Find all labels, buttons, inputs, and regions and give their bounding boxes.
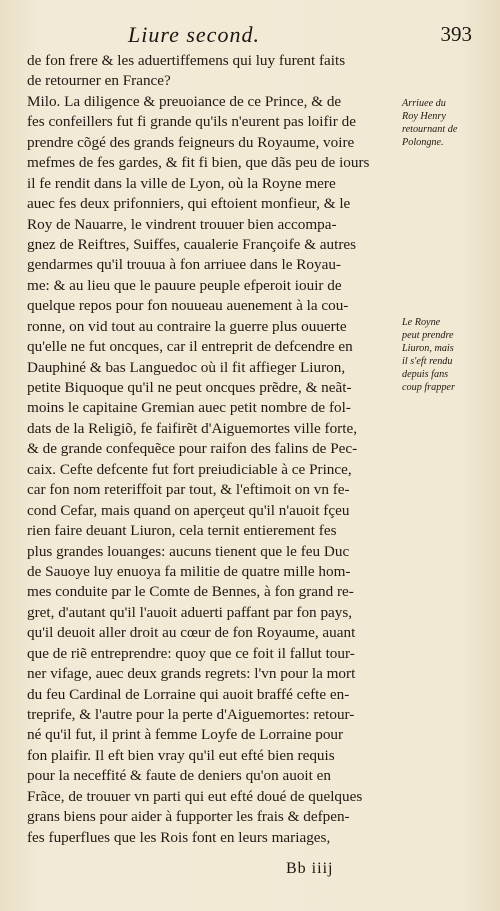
margin-note-arrival [402,97,486,149]
text-line: gendarmes qu'il trouua à fon arriuee dans le Royau- [27,256,341,274]
text-line: grans biens pour aider à fupporter les frais & defpen- [27,808,350,826]
text-line: me: & au lieu que le pauure peuple efperoit iouir de [27,276,342,294]
margin-note-line: Liuron, mais [402,343,454,354]
text-line: Milo. La diligence & preuoiance de ce Prince, & de [27,92,342,110]
text-line: quelque repos pour fon nouueau auenement à la cou- [27,297,349,315]
text-line: ronne, on vid tout au contraire la guerre plus ouuerte [27,317,347,335]
text-line: treprife, & l'autre pour la perte d'Aiguemortes: retour- [27,706,355,723]
text-line: né qu'il fut, il print à femme Loyfe de Lorraine pour [27,726,344,744]
signature-mark: Bb iiij [286,860,334,877]
text-line: fes confeillers fut fi grande qu'ils n'eurent pas loifir de [27,113,356,131]
text-line: auec fes deux prifonniers, qui eftoient monfieur, & le [27,195,351,213]
text-line: caix. Cefte defcente fut fort preiudiciable à ce Prince, [27,460,352,478]
text-line: pour la neceffité & faute de deniers qu'on auoit en [27,767,331,785]
margin-note-line: Arriuee du [402,98,446,109]
text-line: dats de la Religiõ, fe faifirẽt d'Aiguemortes ville forte, [27,419,358,437]
text-line: mefmes de fes gardes, & fit fi bien, que dãs peu de iours [27,154,370,172]
text-line: petite Biquoque qu'il ne peut oncques prẽdre, & neãt- [27,379,352,396]
text-line: que de riẽ entreprendre: quoy que ce foit il fallut tour- [27,644,355,662]
text-line: de retourner en France? [27,72,171,90]
text-line: plus grandes louanges: aucuns tienent que le feu Duc [27,542,350,560]
text-line: qu'il deuoit aller droit au cœur de fon Royaume, auant [27,624,356,642]
running-title: Liure second. [128,22,260,47]
margin-note-line: Le Royne [402,317,441,328]
text-line: rien faire deuant Liuron, cela ternit entierement fes [27,522,337,540]
text-line: mes conduite par le Comte de Bennes, à fon grand re- [27,583,354,601]
margin-note-line: Polongne. [402,137,444,148]
text-line: du feu Cardinal de Lorraine qui auoit braffé cefte en- [27,685,350,703]
text-line: Frãce, de trouuer vn parti qui eut efté doué de quelques [27,787,363,805]
text-line: prendre cõgé des grands feigneurs du Royaume, voire [27,133,355,151]
margin-note-line: Roy Henry [402,111,446,122]
text-line: ner vifage, auec deux grands regrets: l'vn pour la mort [27,665,356,683]
text-line: fes fuperflues que les Rois font en leurs mariages, [27,828,331,846]
text-line: car fon nom reteriffoit par tout, & l'eftimoit on vn fe- [27,481,350,499]
text-line: Dauphiné & bas Languedoc où il fit affieger Liuron, [27,358,346,376]
page-header [0,22,500,52]
text-line: gret, d'autant qu'il l'auoit aduerti paffant par fon pays, [27,603,353,621]
text-line: fon plaifir. Il eft bien vray qu'il eut efté bien requis [27,746,335,764]
margin-note-line: retournant de [402,124,458,135]
text-line: qu'elle ne fut oncques, car il entreprit de defcendre en [27,338,353,356]
text-line: cond Cefar, mais quand on aperçeut qu'il n'auoit fçeu [27,501,350,519]
text-line: Roy de Nauarre, le vindrent trouuer bien accompa- [27,215,337,233]
margin-note-line: coup frapper [402,382,455,393]
text-line: de Sauoye luy enuoya fa militie de quatre mille hom- [27,562,351,580]
text-line: gnez de Reiftres, Suiffes, caualerie Françoife & autres [27,235,357,253]
margin-note-liuron [402,316,486,394]
text-line: moins le capitaine Gremian auec petit nombre de fol- [27,399,351,417]
main-text-block [27,51,390,848]
margin-note-line: peut prendre [402,330,454,341]
margin-note-line: depuis fans [402,369,449,380]
page-number: 393 [440,22,472,46]
margin-note-line: il s'eft rendu [402,356,453,367]
text-line: il fe rendit dans la ville de Lyon, où la Royne mere [27,174,336,192]
text-line: de fon frere & les aduertiffemens qui luy furent faits [27,52,346,69]
text-line: & de grande confequẽce pour raifon des falins de Pec- [27,440,358,458]
